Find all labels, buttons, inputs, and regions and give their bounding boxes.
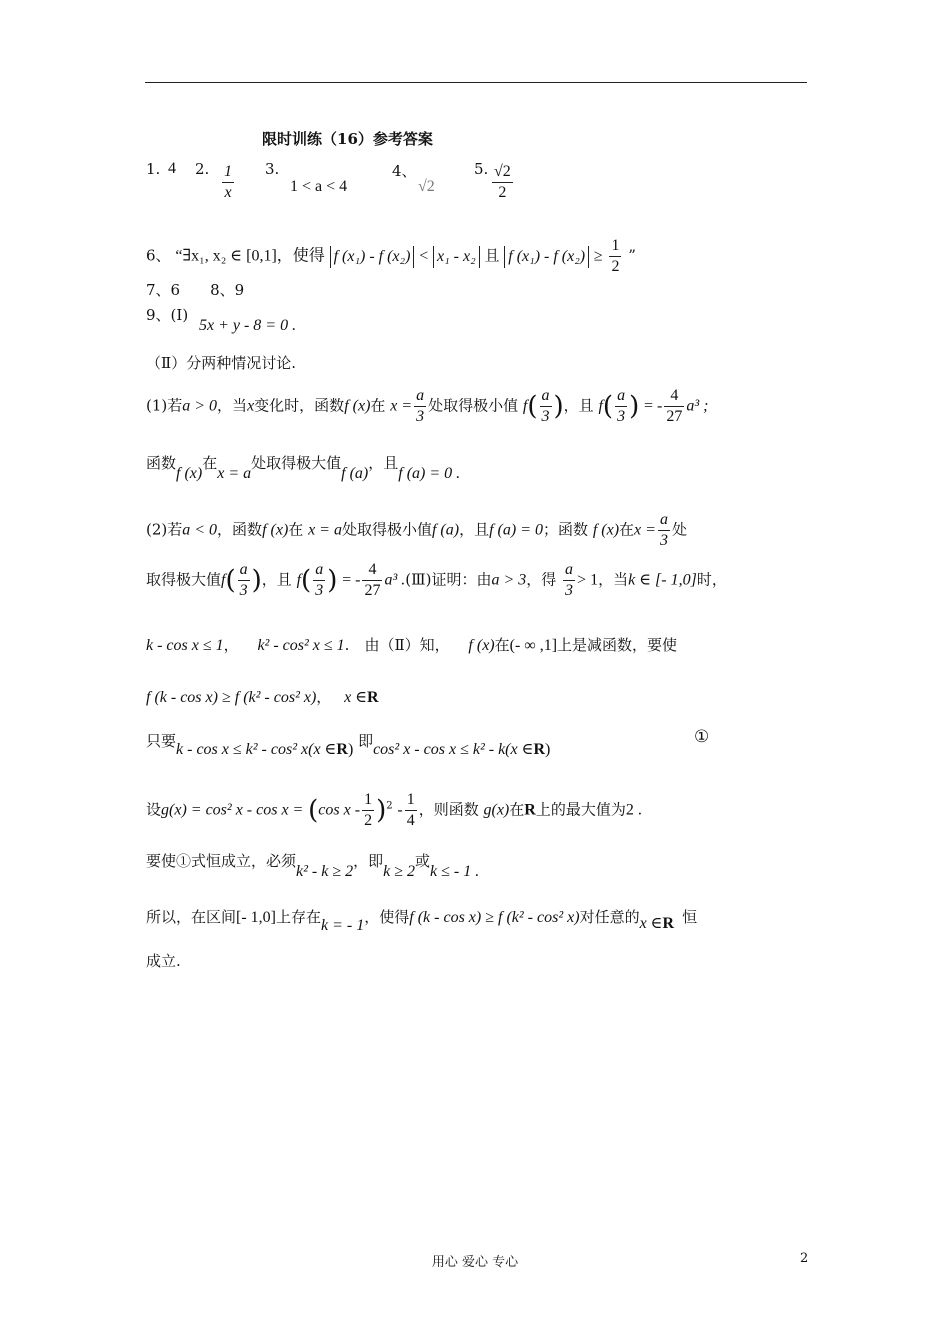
math: [- 1,0] (236, 909, 276, 926)
header-rule (145, 82, 807, 83)
case-1-max-line (146, 452, 461, 482)
text: ，且 (368, 454, 399, 472)
math: k ≥ 2 (383, 863, 416, 880)
fraction-denominator: 3 (617, 408, 626, 425)
text: 在 (509, 800, 525, 819)
math: x = (390, 397, 413, 415)
math: f (296, 571, 302, 589)
answer-4-value: √2 (418, 178, 435, 195)
proof-line-3 (146, 730, 551, 758)
fraction-denominator: 3 (659, 532, 668, 549)
fraction-numerator: a (658, 510, 670, 531)
equation-marker-1: ① (694, 727, 710, 747)
text: ，函数 (217, 520, 263, 539)
math: ) (545, 741, 551, 758)
answer-6 (146, 236, 636, 277)
answer-3-value: 1 < a < 4 (290, 178, 348, 195)
fraction-numerator: 4 (362, 560, 382, 581)
exponent: 2 (386, 800, 393, 812)
fraction-denominator: 3 (315, 582, 324, 599)
text: 函数 (146, 454, 177, 472)
proof-line-2 (146, 686, 379, 707)
fraction-denominator: 4 (406, 812, 415, 829)
fraction-denominator: 3 (416, 408, 425, 425)
math: f (522, 397, 528, 415)
fraction-denominator: 27 (364, 582, 381, 599)
math: k = - 1 (321, 917, 365, 934)
close-quote: ” (628, 246, 636, 265)
math: f (598, 397, 603, 415)
fraction-numerator: 1 (405, 790, 417, 811)
text: ， (223, 636, 239, 654)
math: a > 3 (491, 571, 527, 589)
case-1-line: (1)若a > 0，当x变化时，函数f (x)在 x = $\frac{a}{3}$ 处取得极小值 f( $\frac{a}{3}$ )，且 f( $\frac{a}{3}$ ) = - $\frac{4}{27}$ a³ ; (146, 387, 709, 425)
fraction-denominator: 3 (239, 582, 248, 599)
text: ，当 (217, 396, 248, 415)
text: 或 (415, 852, 431, 870)
text: ，则函数 (418, 800, 479, 819)
math: ) (347, 741, 354, 758)
text: 取得极大值 (146, 570, 222, 589)
math: f (221, 571, 226, 589)
greater-equal: ≥ (593, 247, 603, 265)
math: x (247, 397, 255, 415)
text: ，当 (598, 570, 629, 589)
text: 上是减函数，要使 (557, 636, 678, 654)
text: 处取得极小值 (428, 396, 519, 415)
text: 变化时，函数 (254, 396, 345, 415)
math: cos² x - cos x ≤ k² - k(x ∈ (373, 741, 534, 758)
fraction-numerator: a (540, 386, 552, 407)
math: k ∈ [- 1,0] (628, 571, 697, 589)
fraction-denominator: 2 (364, 812, 373, 829)
math: - (397, 801, 403, 819)
answer-1-value: 4 (168, 160, 176, 177)
math: f (x) (592, 521, 620, 539)
conjunction: 且 (484, 246, 500, 265)
math: x ∈ (639, 915, 663, 932)
fraction-numerator: 1 (222, 162, 234, 183)
case-2-line (146, 510, 687, 551)
math: a³ ; (686, 397, 709, 415)
proof-line-4: 设g(x) = cos² x - cos x = (cos x - $\frac{1}{2}$ )$^2$ - $\frac{1}{4}$ ，则函数 g(x)在R上的最大值为2 . (146, 791, 642, 829)
answer-2-number: 2. (195, 160, 210, 178)
proof-line-1 (146, 634, 677, 655)
abs-expression: f (x₁) - f (x₂) (504, 246, 589, 268)
reals-symbol: R (533, 741, 546, 758)
text: 在 (619, 520, 635, 539)
math: x = (634, 521, 656, 539)
math: = - (644, 397, 663, 415)
text: (2)若 (146, 520, 183, 539)
math: f (x) (344, 397, 371, 415)
fraction-numerator: a (563, 560, 575, 581)
math: a > 0 (182, 397, 218, 415)
math: a³ . (384, 571, 406, 589)
math: cos x - (318, 801, 361, 819)
fraction-numerator: 1 (362, 790, 374, 811)
answer-9-label: 9、(Ⅰ) (146, 306, 189, 324)
text: . 由（Ⅱ）知， (344, 636, 450, 654)
text: 时， (696, 570, 727, 589)
math: f (a) (431, 521, 460, 539)
fraction-numerator: a (313, 560, 325, 581)
math: x ∈ (344, 689, 368, 706)
proof-line-5 (146, 850, 480, 880)
text: ，且 (261, 570, 292, 589)
tangent-equation: 5x + y - 8 = 0 . (198, 317, 297, 334)
math: > 1 (577, 571, 599, 589)
text: 上存在 (276, 908, 322, 926)
math: f (a) = 0 . (398, 465, 461, 482)
fraction-denominator: 3 (565, 582, 574, 599)
text: 在 (288, 520, 304, 539)
text: 所以，在区间 (146, 908, 237, 926)
reals-symbol: R (662, 915, 675, 932)
text: 对任意的 (579, 908, 640, 926)
math: k - cos x ≤ k² - cos² x(x ∈ (176, 741, 337, 758)
math: f (a) (341, 465, 369, 482)
answer-1-number: 1. (146, 160, 161, 178)
math: f (x) (262, 521, 289, 539)
case-2-max-and-part-3: 取得极大值f( $\frac{a}{3}$ )，且 f( $\frac{a}{3}$ ) = - $\frac{4}{27}$ a³ .(Ⅲ)证明：由a > 3，得 $\frac{a}{3}$ > 1，当k ∈ [- 1,0]时， (146, 561, 727, 599)
text: 处取得极大值 (251, 454, 342, 472)
fraction-numerator: a (238, 560, 250, 581)
math: f (x) (176, 465, 203, 482)
answer-3-number: 3. (265, 160, 280, 178)
text: 设 (146, 800, 162, 819)
math: g(x) (483, 801, 510, 819)
part-2-heading: （Ⅱ）分两种情况讨论. (146, 354, 296, 372)
answer-4-number: 4、 (392, 162, 417, 180)
math: k² - cos² x ≤ 1 (257, 637, 345, 654)
page-number: 2 (800, 1251, 809, 1266)
text: 恒 (682, 908, 698, 926)
answer-6-text: “∃x₁, x₂ ∈ [0,1]，使得 (175, 247, 325, 265)
math: a < 0 (182, 521, 218, 539)
text: ，且 (459, 520, 490, 539)
fraction-numerator: √2 (492, 162, 513, 183)
text: ， (316, 688, 332, 706)
math: g(x) = cos² x - cos x = (161, 801, 304, 819)
answer-5-number: 5. (474, 160, 489, 178)
fraction-numerator: a (615, 386, 627, 407)
conclusion: 成立. (146, 952, 181, 970)
text: 在 (494, 636, 510, 654)
page-footer: 用心 爱心 专心 (431, 1255, 519, 1270)
math: f (a) = 0 (489, 521, 544, 539)
answer-6-label: 6、 (146, 246, 171, 265)
fraction-denominator: 2 (611, 258, 620, 275)
math: f (k - cos x) ≥ f (k² - cos² x) (409, 909, 580, 926)
fraction-denominator: 2 (498, 184, 507, 201)
proof-line-6 (146, 906, 698, 934)
fraction-denominator: 27 (666, 408, 683, 425)
text: ，即 (353, 852, 384, 870)
math: x = a (217, 465, 252, 482)
math: x = a (308, 521, 342, 539)
less-than: < (419, 247, 429, 265)
answer-5-fraction (490, 162, 515, 203)
abs-expression: f (x₁) - f (x₂) (330, 246, 415, 268)
fraction-numerator: a (414, 386, 426, 407)
reals-symbol: R (367, 689, 379, 706)
math: f (x) (468, 637, 495, 654)
text: 处取得极小值 (341, 520, 432, 539)
text: 在 (370, 396, 386, 415)
abs-expression: x₁ - x₂ (433, 246, 480, 268)
text: 处 (671, 520, 687, 539)
reals-symbol: R (524, 801, 536, 819)
text: 即 (358, 732, 374, 750)
math: k - cos x ≤ 1 (146, 637, 224, 654)
math: = - (342, 571, 361, 589)
math: 2 . (625, 801, 642, 819)
answer-9-part-1 (146, 304, 297, 334)
text: 上的最大值为 (535, 800, 626, 819)
math: k² - k ≥ 2 (296, 863, 354, 880)
fraction-numerator: 1 (609, 236, 621, 257)
text: (Ⅲ)证明：由 (405, 570, 492, 589)
text: ，且 (563, 396, 594, 415)
text: ；函数 (543, 520, 589, 539)
text: 要使①式恒成立，必须 (146, 852, 297, 870)
answers-7-8: 7、6 8、9 (146, 281, 245, 299)
fraction-denominator: 3 (541, 408, 550, 425)
math: f (k - cos x) ≥ f (k² - cos² x) (146, 689, 317, 706)
text: (1)若 (146, 396, 183, 415)
fraction-numerator: 4 (664, 386, 684, 407)
math: (- ∞ ,1] (509, 637, 558, 654)
text: ，使得 (364, 908, 410, 926)
answer-2-fraction (220, 162, 236, 203)
reals-symbol: R (336, 741, 348, 758)
fraction-denominator: x (224, 184, 232, 201)
text: 在 (202, 454, 218, 472)
text: 只要 (146, 732, 177, 750)
math: k ≤ - 1 . (430, 863, 480, 880)
page-title: 限时训练（16）参考答案 (262, 130, 433, 148)
text: ，得 (526, 570, 557, 589)
